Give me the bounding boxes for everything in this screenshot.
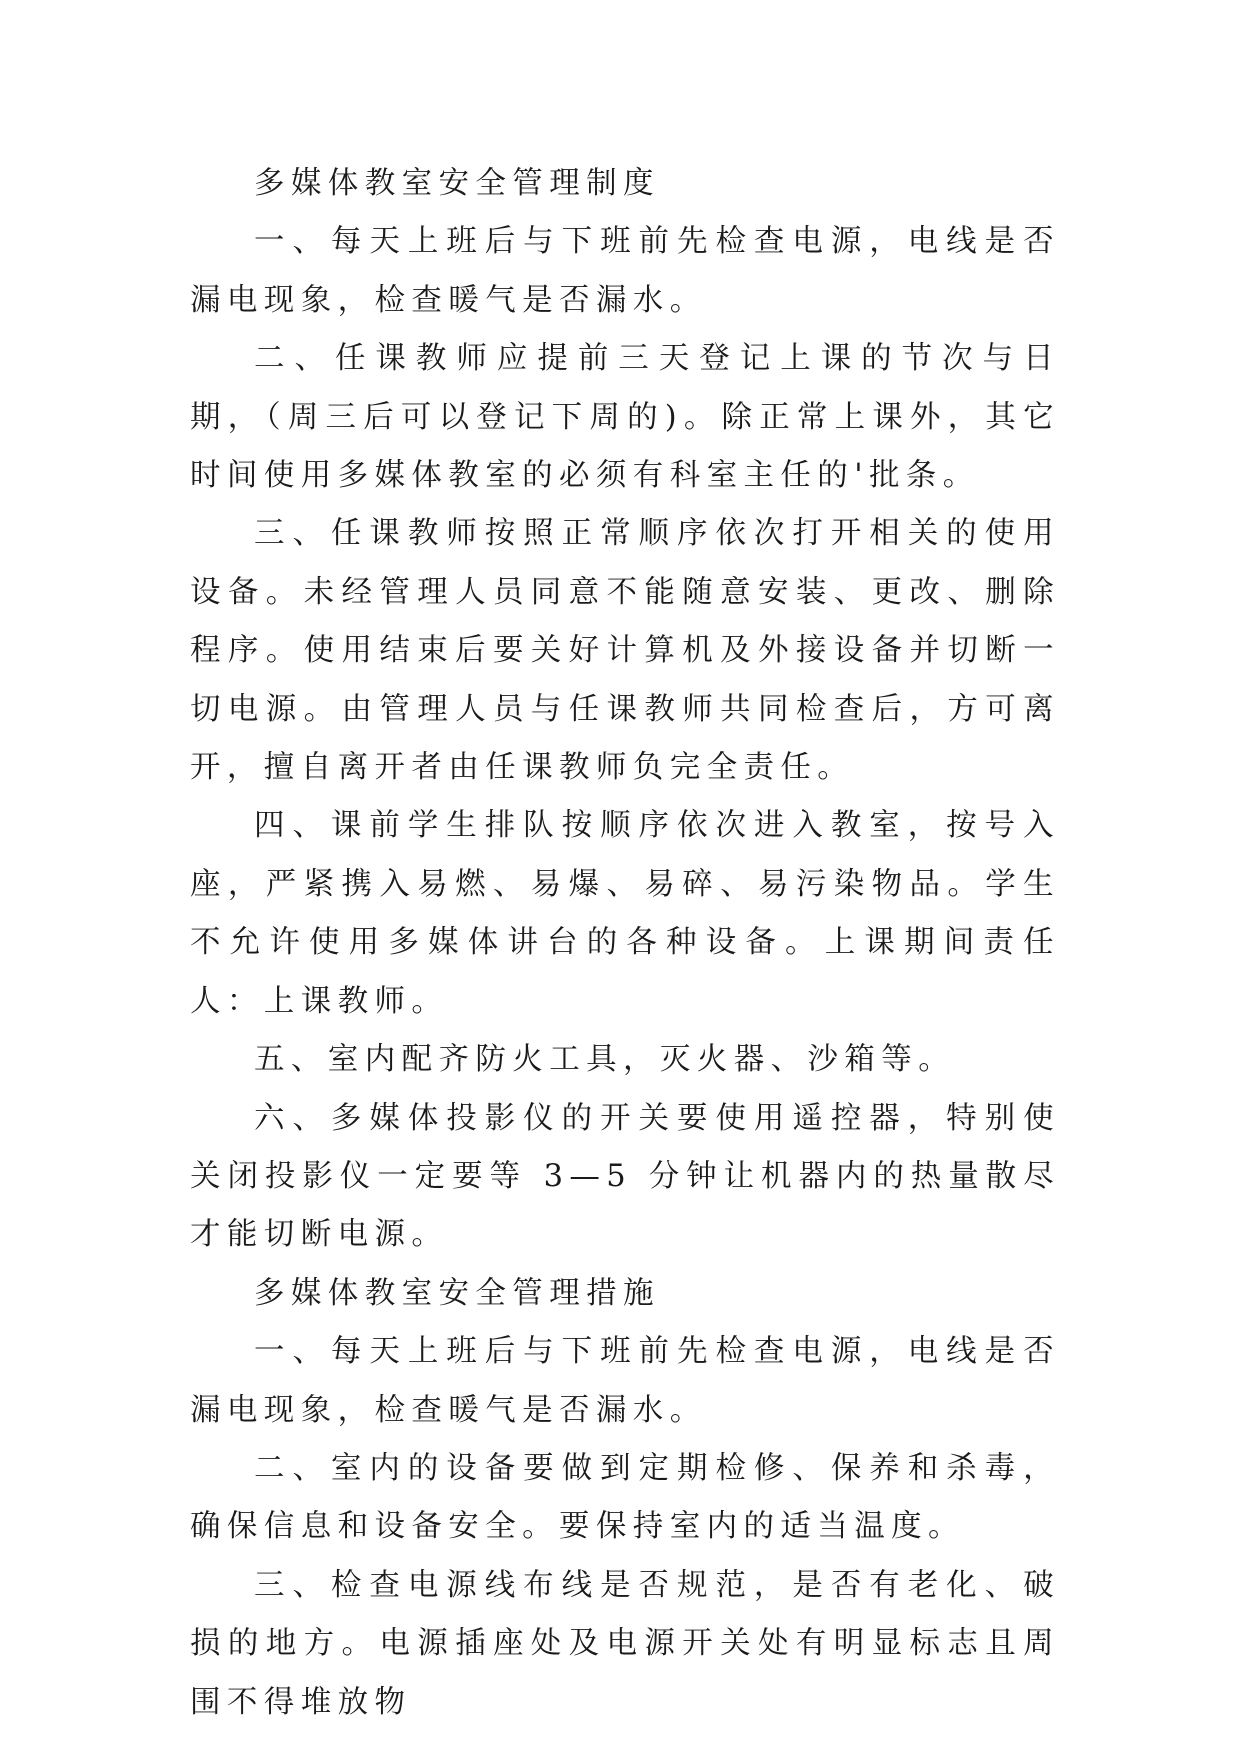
paragraph: 一、每天上班后与下班前先检查电源，电线是否漏电现象，检查暖气是否漏水。 <box>190 1334 1060 1428</box>
section-title: 多媒体教室安全管理制度 <box>254 166 660 201</box>
paragraph: 二、任课教师应提前三天登记上课的节次与日期，（周三后可以登记下周的)。除正常上课外，其它时间使用多媒体教室的必须有科室主任的'批条。 <box>190 341 1060 494</box>
paragraph: 六、多媒体投影仪的开关要使用遥控器，特别使关闭投影仪一定要等 3—5 分钟让机器内的热量散尽才能切断电源。 <box>190 1100 1060 1253</box>
paragraph: 一、每天上班后与下班前先检查电源，电线是否漏电现象，检查暖气是否漏水。 <box>190 224 1060 318</box>
section-title: 多媒体教室安全管理措施 <box>254 1275 660 1311</box>
document-body <box>190 155 1060 1732</box>
paragraph: 三、任课教师按照正常顺序依次打开相关的使用设备。未经管理人员同意不能随意安装、更改、删除程序。使用结束后要关好计算机及外接设备并切断一切电源。由管理人员与任课教师共同检查后，方可离开，擅自离开者由任课教师负完全责任。 <box>190 516 1060 786</box>
paragraph: 五、室内配齐防火工具，灭火器、沙箱等。 <box>254 1042 956 1078</box>
paragraph: 四、课前学生排队按顺序依次进入教室，按号入座，严紧携入易燃、易爆、易碎、易污染物品。学生不允许使用多媒体讲台的各种设备。上课期间责任人：上课教师。 <box>190 808 1060 1019</box>
paragraph: 二、室内的设备要做到定期检修、保养和杀毒，确保信息和设备安全。要保持室内的适当温度。 <box>190 1450 1060 1545</box>
paragraph: 三、检查电源线布线是否规范，是否有老化、破损的地方。电源插座处及电源开关处有明显标志且周围不得堆放物 <box>190 1567 1060 1720</box>
